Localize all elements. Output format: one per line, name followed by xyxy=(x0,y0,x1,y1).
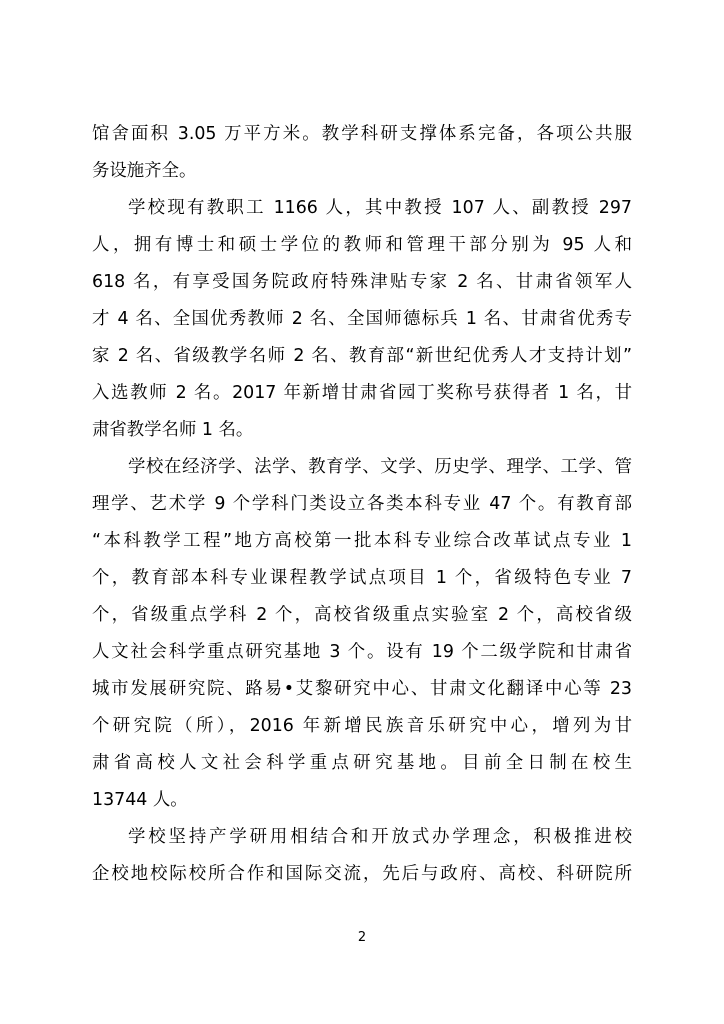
text-line: 肃省教学名师 1 名。 xyxy=(92,420,254,440)
text-line: 才 4 名、全国优秀教师 2 名、全国师德标兵 1 名、甘肃省优秀专 xyxy=(92,309,632,329)
page-number: 2 xyxy=(357,930,367,945)
text-line: 馆舍面积 3.05 万平方米。教学科研支撑体系完备，各项公共服 xyxy=(92,124,632,144)
text-line: 学校在经济学、法学、教育学、文学、历史学、理学、工学、管 xyxy=(128,457,632,477)
text-line: 入选教师 2 名。2017 年新增甘肃省园丁奖称号获得者 1 名，甘 xyxy=(92,383,632,403)
text-line: 城市发展研究院、路易•艾黎研究中心、甘肃文化翻译中心等 23 xyxy=(92,679,632,699)
text-line: 618 名，有享受国务院政府特殊津贴专家 2 名、甘肃省领军人 xyxy=(92,272,632,292)
text-line: 人文社会科学重点研究基地 3 个。设有 19 个二级学院和甘肃省 xyxy=(92,642,632,662)
text-line: 个，教育部本科专业课程教学试点项目 1 个，省级特色专业 7 xyxy=(92,568,632,588)
text-line: 学校坚持产学研用相结合和开放式办学理念，积极推进校 xyxy=(128,827,632,847)
text-line: 个，省级重点学科 2 个，高校省级重点实验室 2 个，高校省级 xyxy=(92,605,632,625)
text-line: 学校现有教职工 1166 人，其中教授 107 人、副教授 297 xyxy=(128,198,632,218)
document-body xyxy=(92,116,632,893)
text-line: 家 2 名、省级教学名师 2 名、教育部“新世纪优秀人才支持计划” xyxy=(92,346,632,366)
text-line: 理学、艺术学 9 个学科门类设立各类本科专业 47 个。有教育部 xyxy=(92,494,632,514)
text-line: 人，拥有博士和硕士学位的教师和管理干部分别为 95 人和 xyxy=(92,235,632,255)
text-line: 务设施齐全。 xyxy=(92,161,197,181)
text-line: 企校地校际校所合作和国际交流，先后与政府、高校、科研院所 xyxy=(92,864,632,884)
text-line: 个研究院（所），2016 年新增民族音乐研究中心，增列为甘 xyxy=(92,716,632,736)
text-line: 13744 人。 xyxy=(92,790,188,810)
text-line: 肃省高校人文社会科学重点研究基地。目前全日制在校生 xyxy=(92,753,632,773)
text-line: “本科教学工程”地方高校第一批本科专业综合改革试点专业 1 xyxy=(92,531,632,551)
